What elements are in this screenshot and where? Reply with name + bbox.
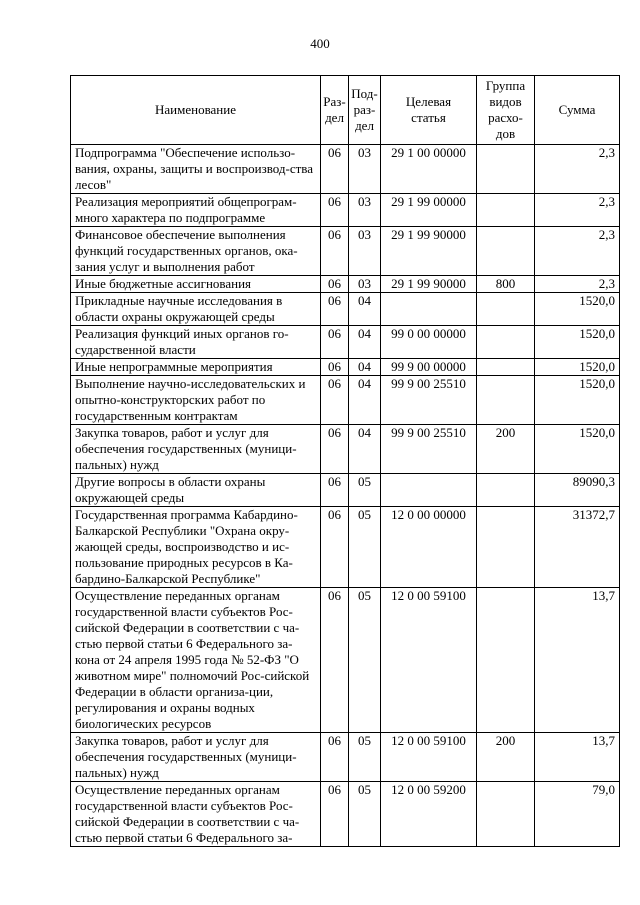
row-podrazdel: 03	[349, 194, 381, 227]
row-podrazdel: 04	[349, 359, 381, 376]
header-name: Наименование	[71, 76, 321, 145]
row-name: Осуществление переданных органам государственной власти субъектов Рос-сийской Федерации в соответствии с ча-стью первой статьи 6 Федерального за-	[71, 782, 321, 847]
row-razdel: 06	[321, 194, 349, 227]
header-summa: Сумма	[535, 76, 620, 145]
row-name: Закупка товаров, работ и услуг для обеспечения государственных (муници-пальных) нужд	[71, 733, 321, 782]
row-celevaya	[381, 474, 477, 507]
row-gruppa	[477, 326, 535, 359]
row-celevaya	[381, 293, 477, 326]
row-gruppa: 200	[477, 425, 535, 474]
row-podrazdel: 04	[349, 376, 381, 425]
table-row	[71, 227, 620, 276]
table-row	[71, 733, 620, 782]
row-razdel: 06	[321, 227, 349, 276]
row-gruppa	[477, 359, 535, 376]
row-summa: 1520,0	[535, 376, 620, 425]
table-row	[71, 588, 620, 733]
row-podrazdel: 04	[349, 425, 381, 474]
row-celevaya: 29 1 99 00000	[381, 194, 477, 227]
page-number: 400	[310, 36, 330, 51]
row-celevaya: 12 0 00 59100	[381, 588, 477, 733]
table-row	[71, 474, 620, 507]
row-celevaya: 99 0 00 00000	[381, 326, 477, 359]
row-gruppa	[477, 588, 535, 733]
header-celevaya-statya: Целевая статья	[381, 76, 477, 145]
row-podrazdel: 03	[349, 227, 381, 276]
row-name: Финансовое обеспечение выполнения функций государственных органов, ока-зания услуг и выполнения работ	[71, 227, 321, 276]
row-summa: 2,3	[535, 227, 620, 276]
table-row	[71, 359, 620, 376]
row-summa: 1520,0	[535, 359, 620, 376]
row-razdel: 06	[321, 359, 349, 376]
row-summa: 79,0	[535, 782, 620, 847]
row-gruppa	[477, 293, 535, 326]
row-summa: 31372,7	[535, 507, 620, 588]
row-celevaya: 12 0 00 59200	[381, 782, 477, 847]
table-row	[71, 507, 620, 588]
row-razdel: 06	[321, 326, 349, 359]
row-gruppa: 800	[477, 276, 535, 293]
table-row	[71, 145, 620, 194]
budget-table	[70, 75, 620, 847]
table-row	[71, 194, 620, 227]
row-summa: 2,3	[535, 194, 620, 227]
row-summa: 1520,0	[535, 293, 620, 326]
table-header-row	[71, 76, 620, 145]
row-name: Подпрограмма "Обеспечение использо-вания, охраны, защиты и воспроизвод-ства лесов"	[71, 145, 321, 194]
row-razdel: 06	[321, 425, 349, 474]
row-name: Иные непрограммные мероприятия	[71, 359, 321, 376]
row-podrazdel: 05	[349, 588, 381, 733]
row-gruppa	[477, 474, 535, 507]
row-razdel: 06	[321, 507, 349, 588]
row-celevaya: 29 1 00 00000	[381, 145, 477, 194]
row-summa: 2,3	[535, 276, 620, 293]
row-gruppa	[477, 145, 535, 194]
table-row	[71, 293, 620, 326]
row-podrazdel: 03	[349, 145, 381, 194]
row-name: Другие вопросы в области охраны окружающей среды	[71, 474, 321, 507]
row-gruppa	[477, 507, 535, 588]
row-summa: 1520,0	[535, 326, 620, 359]
row-celevaya: 29 1 99 90000	[381, 276, 477, 293]
row-summa: 13,7	[535, 588, 620, 733]
row-podrazdel: 05	[349, 507, 381, 588]
row-name: Выполнение научно-исследовательских и опытно-конструкторских работ по государственным контрактам	[71, 376, 321, 425]
row-name: Прикладные научные исследования в области охраны окружающей среды	[71, 293, 321, 326]
row-summa: 13,7	[535, 733, 620, 782]
table-row	[71, 376, 620, 425]
row-razdel: 06	[321, 733, 349, 782]
row-gruppa	[477, 194, 535, 227]
row-celevaya: 12 0 00 00000	[381, 507, 477, 588]
row-gruppa: 200	[477, 733, 535, 782]
row-podrazdel: 05	[349, 733, 381, 782]
row-razdel: 06	[321, 376, 349, 425]
row-summa: 89090,3	[535, 474, 620, 507]
header-razdel: Раз- дел	[321, 76, 349, 145]
row-razdel: 06	[321, 588, 349, 733]
table-row	[71, 425, 620, 474]
row-gruppa	[477, 227, 535, 276]
row-podrazdel: 03	[349, 276, 381, 293]
table-row	[71, 326, 620, 359]
row-summa: 2,3	[535, 145, 620, 194]
table-row	[71, 276, 620, 293]
row-celevaya: 99 9 00 25510	[381, 376, 477, 425]
row-celevaya: 99 9 00 00000	[381, 359, 477, 376]
row-celevaya: 29 1 99 90000	[381, 227, 477, 276]
row-name: Реализация мероприятий общепрограм-много характера по подпрограмме	[71, 194, 321, 227]
row-razdel: 06	[321, 293, 349, 326]
row-name: Государственная программа Кабардино-Балкарской Республики "Охрана окру-жающей среды, воспроизводство и ис-пользование природных ресурсов в Ка-бардино-Балкарской Республике"	[71, 507, 321, 588]
row-razdel: 06	[321, 276, 349, 293]
header-gruppa-vidov-raskhodov: Группа видов расхо- дов	[477, 76, 535, 145]
row-name: Осуществление переданных органам государственной власти субъектов Рос-сийской Федерации в соответствии с ча-стью первой статьи 6 Федерального за-кона от 24 апреля 1995 года № 52-ФЗ "О животном мире" полномочий Рос-сийской Федерации в области организа-ции, регулирования и охраны водных биологических ресурсов	[71, 588, 321, 733]
row-celevaya: 12 0 00 59100	[381, 733, 477, 782]
table-row	[71, 782, 620, 847]
row-gruppa	[477, 782, 535, 847]
row-podrazdel: 04	[349, 326, 381, 359]
row-summa: 1520,0	[535, 425, 620, 474]
row-gruppa	[477, 376, 535, 425]
row-celevaya: 99 9 00 25510	[381, 425, 477, 474]
row-razdel: 06	[321, 474, 349, 507]
row-razdel: 06	[321, 145, 349, 194]
header-podrazdel: Под- раз- дел	[349, 76, 381, 145]
row-name: Реализация функций иных органов го-сударственной власти	[71, 326, 321, 359]
row-podrazdel: 05	[349, 474, 381, 507]
row-podrazdel: 05	[349, 782, 381, 847]
row-podrazdel: 04	[349, 293, 381, 326]
row-razdel: 06	[321, 782, 349, 847]
row-name: Закупка товаров, работ и услуг для обеспечения государственных (муници-пальных) нужд	[71, 425, 321, 474]
row-name: Иные бюджетные ассигнования	[71, 276, 321, 293]
